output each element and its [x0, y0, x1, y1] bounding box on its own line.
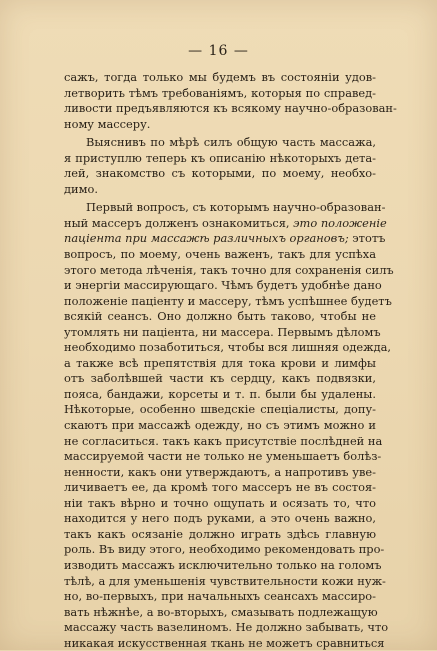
text-line: лей, знакомство съ которыми, по моему, необхо- [64, 166, 376, 181]
text-line: утомлять ни пацiента, ни массера. Первымъ дѣломъ [64, 324, 381, 339]
text-line: сажъ, тогда только мы будемъ въ состоянiи удов- [64, 70, 376, 84]
text-line: пояса, бандажи, корсеты и т. п. были бы удалены. [64, 386, 376, 401]
text-line: находится у него подъ руками, а это очень важно, [64, 511, 376, 526]
text-line: этого метода лѣченiя, такъ точно для сохраненiя силъ [64, 262, 394, 277]
text-line: тѣлѣ, а для уменьшенiя чувствительности кожи нуж- [64, 573, 386, 588]
text-line: и энергiи массирующаго. Чѣмъ будетъ удобнѣе дано [64, 278, 382, 293]
text-line: димо. [64, 181, 98, 196]
text-line [64, 231, 386, 247]
text-line: положенiе пацiенту и массеру, тѣмъ успѣшнее будетъ [64, 293, 392, 308]
text-line: Нѣкоторые, особенно шведскiе спецiалисты, допу- [64, 402, 376, 417]
text-line: летворить тѣмъ требованiямъ, которыя по справед- [64, 85, 376, 100]
text-line: вать нѣжнѣе, а во-вторыхъ, смазывать подлежащую [64, 604, 378, 619]
text-line: я приступлю теперь къ описанiю нѣкоторыхъ дета- [64, 150, 376, 165]
text-line: роль. Въ виду этого, необходимо рекомендовать про- [64, 542, 385, 557]
text-line: не согласиться. такъ какъ присутствiе послѣдней на [64, 433, 383, 448]
text-line: ненности, какъ они утверждаютъ, а напротивъ уве- [64, 464, 376, 479]
text-line: скаютъ при массажѣ одежду, но съ этимъ можно и [64, 418, 376, 433]
text-line: изводить массажъ исключительно только на голомъ [64, 557, 382, 572]
text-line: вопросъ, по моему, очень важенъ, такъ для успѣха [64, 247, 376, 262]
emphasized-text: это положенiе [293, 215, 387, 230]
text-line: но, во-первыхъ, при начальныхъ сеансахъ массиро- [64, 589, 376, 604]
text-line: такъ какъ осязанiе должно играть здѣсь главную [64, 526, 376, 541]
text-line [64, 215, 387, 232]
text-line: а также всѣ препятствiя для тока крови и лимфы [64, 355, 376, 370]
text-line: никакая искусственная ткань не можетъ сравниться [64, 635, 385, 650]
text-line: ливости предъявляются къ всякому научно-образован- [64, 101, 397, 116]
text-line: Выяснивъ по мѣрѣ силъ общую часть массажа, [86, 135, 376, 150]
text-line: массажу часть вазелиномъ. Не должно забывать, что [64, 620, 389, 635]
text-fragment: ный массеръ долженъ ознакомиться, [64, 215, 294, 230]
text-fragment: этотъ [348, 231, 386, 246]
text-line: личиваетъ ее, да кромѣ того массеръ не въ состоя- [64, 480, 376, 495]
text-line: Первый вопросъ, съ которымъ научно-образован- [86, 200, 386, 215]
emphasized-text: пацiента при массажѣ различныхъ органовъ; [64, 231, 349, 246]
page-number: — 16 — [188, 43, 249, 59]
text-line: ному массеру. [64, 116, 151, 131]
text-line: необходимо позаботиться, чтобы вся лишняя одежда, [64, 340, 391, 355]
text-line: массируемой части не только не уменьшаетъ болѣз- [64, 449, 382, 464]
text-line: отъ заболѣвшей части къ сердцу, какъ подвязки, [64, 371, 376, 386]
text-line: нiи такъ вѣрно и точно ощупать и осязать то, что [64, 495, 376, 510]
text-line: всякiй сеансъ. Оно должно быть таково, чтобы не [64, 309, 376, 324]
body-text [64, 70, 397, 651]
